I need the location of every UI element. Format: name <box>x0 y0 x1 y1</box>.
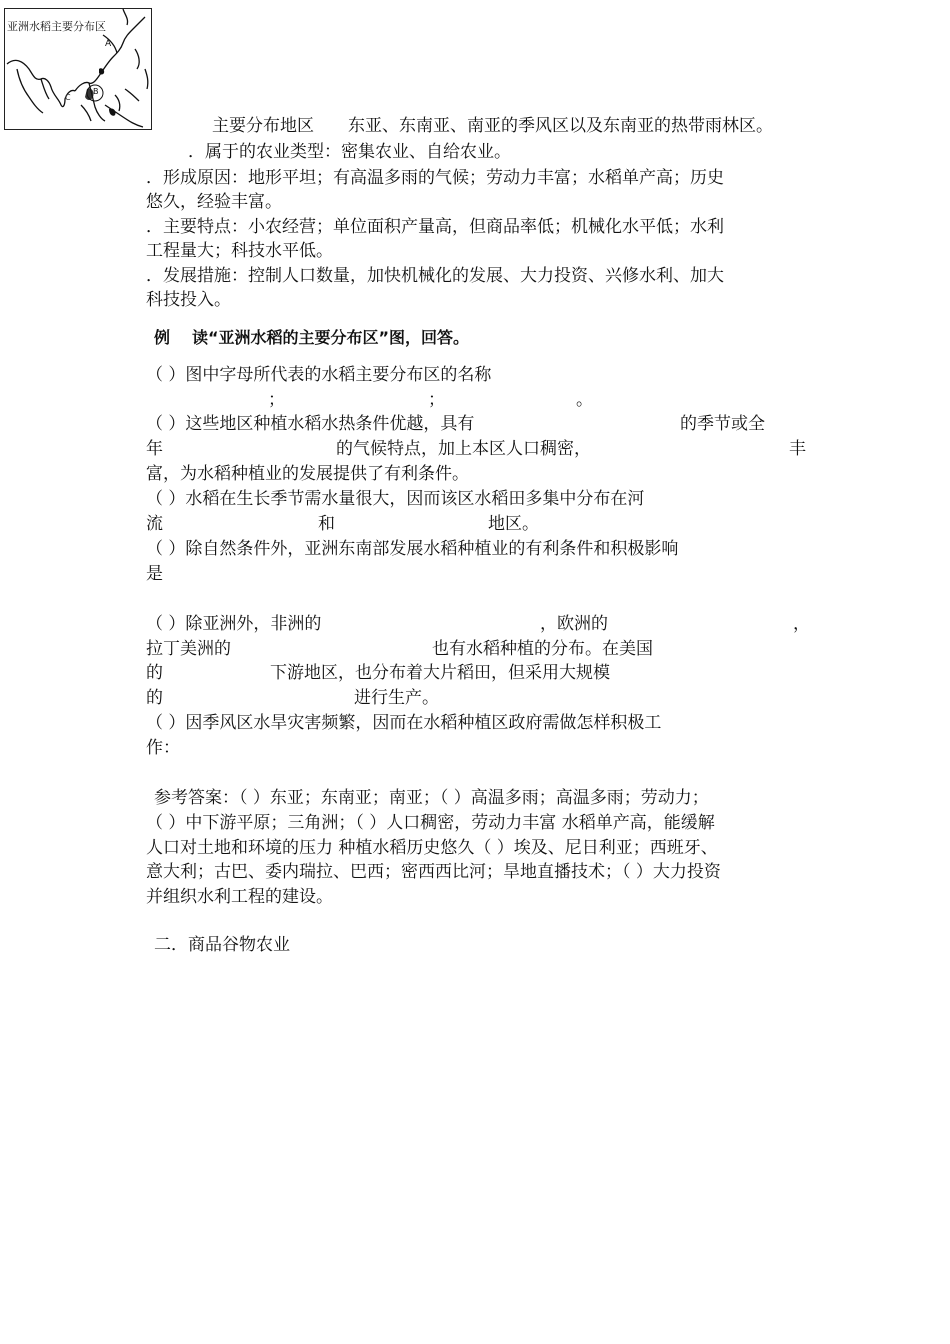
map-label-b: B <box>93 87 99 96</box>
question-5-downstream: 下游地区，也分布着大片稻田，但采用大规模 <box>270 663 610 683</box>
answers-line3: 人口对土地和环境的压力 种植水稻历史悠久（ ）埃及、尼日利亚；西班牙、 <box>146 838 718 858</box>
question-2-line2-start: 年 <box>146 439 163 459</box>
notes-measures-line2: 科技投入。 <box>146 290 231 310</box>
question-3-region: 地区。 <box>488 514 539 534</box>
question-2-line1-start: （ ）这些地区种植水稻水热条件优越，具有 <box>146 414 475 434</box>
notes-causes-line2: 悠久，经验丰富。 <box>146 192 282 212</box>
answers-line5: 并组织水利工程的建设。 <box>146 887 333 907</box>
question-5-production: 进行生产。 <box>354 688 439 708</box>
section-2-heading: 二．商品谷物农业 <box>154 935 290 955</box>
question-5-africa: （ ）除亚洲外，非洲的 <box>146 614 322 634</box>
question-2-line2-end: 丰 <box>789 439 806 459</box>
question-6-line2: 作： <box>146 738 180 758</box>
answers-line2: （ ）中下游平原；三角洲；（ ）人口稠密，劳动力丰富 水稻单产高，能缓解 <box>146 813 715 833</box>
question-1-end: 。 <box>576 390 593 410</box>
answers-line1: 参考答案：（ ）东亚；东南亚；南亚；（ ）高温多雨；高温多雨；劳动力； <box>154 788 709 808</box>
example-label: 例 <box>154 328 171 347</box>
question-5-of-1: 的 <box>146 663 163 683</box>
question-3-line1: （ ）水稻在生长季节需水量很大，因而该区水稻田多集中分布在河 <box>146 489 645 509</box>
answers-line4: 意大利；古巴、委内瑞拉、巴西；密西西比河；旱地直播技术；（ ）大力投资 <box>146 862 721 882</box>
question-1: （ ）图中字母所代表的水稻主要分布区的名称 <box>146 365 492 385</box>
question-4-line1: （ ）除自然条件外，亚洲东南部发展水稻种植业的有利条件和积极影响 <box>146 539 679 559</box>
map-label-c: C <box>65 93 71 102</box>
question-5-europe: ，欧洲的 <box>540 614 608 634</box>
notes-causes-line1: ．形成原因：地形平坦；有高温多雨的气候；劳动力丰富；水稻单产高；历史 <box>146 168 724 188</box>
question-3-river: 流 <box>146 514 163 534</box>
question-2-line3: 富，为水稻种植业的发展提供了有利条件。 <box>146 464 469 484</box>
question-5-comma: ， <box>793 614 810 634</box>
question-6-line1: （ ）因季风区水旱灾害频繁，因而在水稻种植区政府需做怎样积极工 <box>146 713 662 733</box>
question-2-line2-middle: 的气候特点，加上本区人口稠密， <box>336 439 591 459</box>
question-1-separator-1: ； <box>268 390 285 410</box>
map-label-a: A <box>105 39 112 49</box>
map-title: 亚洲水稻主要分布区 <box>7 20 106 33</box>
question-4-line2: 是 <box>146 564 163 584</box>
example-heading: 读“亚洲水稻的主要分布区”图，回答。 <box>192 328 470 347</box>
question-5-usa: 也有水稻种植的分布。在美国 <box>432 639 653 659</box>
question-1-separator-2: ； <box>428 390 445 410</box>
notes-features-line1: ．主要特点：小农经营；单位面积产量高，但商品率低；机械化水平低；水利 <box>146 217 724 237</box>
notes-agriculture-type: ．属于的农业类型：密集农业、自给农业。 <box>188 142 511 162</box>
asia-rice-map <box>4 8 152 130</box>
question-5-latin-america: 拉丁美洲的 <box>146 639 231 659</box>
question-2-line1-end: 的季节或全 <box>680 414 765 434</box>
question-5-of-2: 的 <box>146 688 163 708</box>
notes-distribution-label: 主要分布地区 <box>212 116 314 136</box>
notes-features-line2: 工程量大；科技水平低。 <box>146 241 333 261</box>
notes-measures-line1: ．发展措施：控制人口数量，加快机械化的发展、大力投资、兴修水利、加大 <box>146 266 724 286</box>
question-3-and: 和 <box>318 514 335 534</box>
notes-distribution-text: 东亚、东南亚、南亚的季风区以及东南亚的热带雨林区。 <box>348 116 773 136</box>
